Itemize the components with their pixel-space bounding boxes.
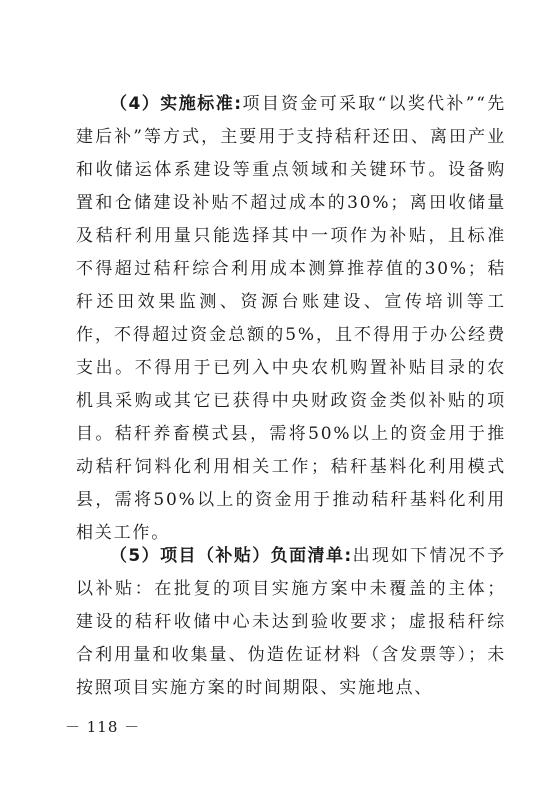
paragraph-label: （5）项目（补贴）负面清单: [110, 546, 353, 566]
paragraph-text: 项目资金可采取“以奖代补”“先建后补”等方式，主要用于支持秸秆还田、离田产业和收储运体系建设等重点领域和关键环节。设备购置和仓储建设补贴不超过成本的30%；离田收储量及秸秆利用量只能选择其中一项作为补贴，且标准不得超过秸秆综合利用成本测算推荐值的30%；秸秆还田效果监测、资源台账建设、宣传培训等工作，不得超过资金总额的5%，且不得用于办公经费支出。不得用于已列入中央农机购置补贴目录的农机具采购或其它已获得中央财政资金类似补贴的项目。秸秆养畜模式县，需将50%以上的资金用于推动秸秆饲料化利用相关工作；秸秆基料化利用模式县，需将50%以上的资金用于推动秸秆基料化利用相关工作。 [76, 94, 506, 543]
paragraph-text: 出现如下情况不予以补贴：在批复的项目实施方案中未覆盖的主体；建设的秸秆收储中心未达到验收要求；虚报秸秆综合利用量和收集量、伪造佐证材料（含发票等）；未按照项目实施方案的时间期限、实施地点、 [76, 546, 506, 698]
paragraph-label: （4）实施标准: [110, 94, 243, 114]
page-number: － 118 － [65, 718, 141, 736]
paragraph-implementation-standard [76, 88, 506, 550]
paragraph-negative-list [76, 540, 506, 705]
